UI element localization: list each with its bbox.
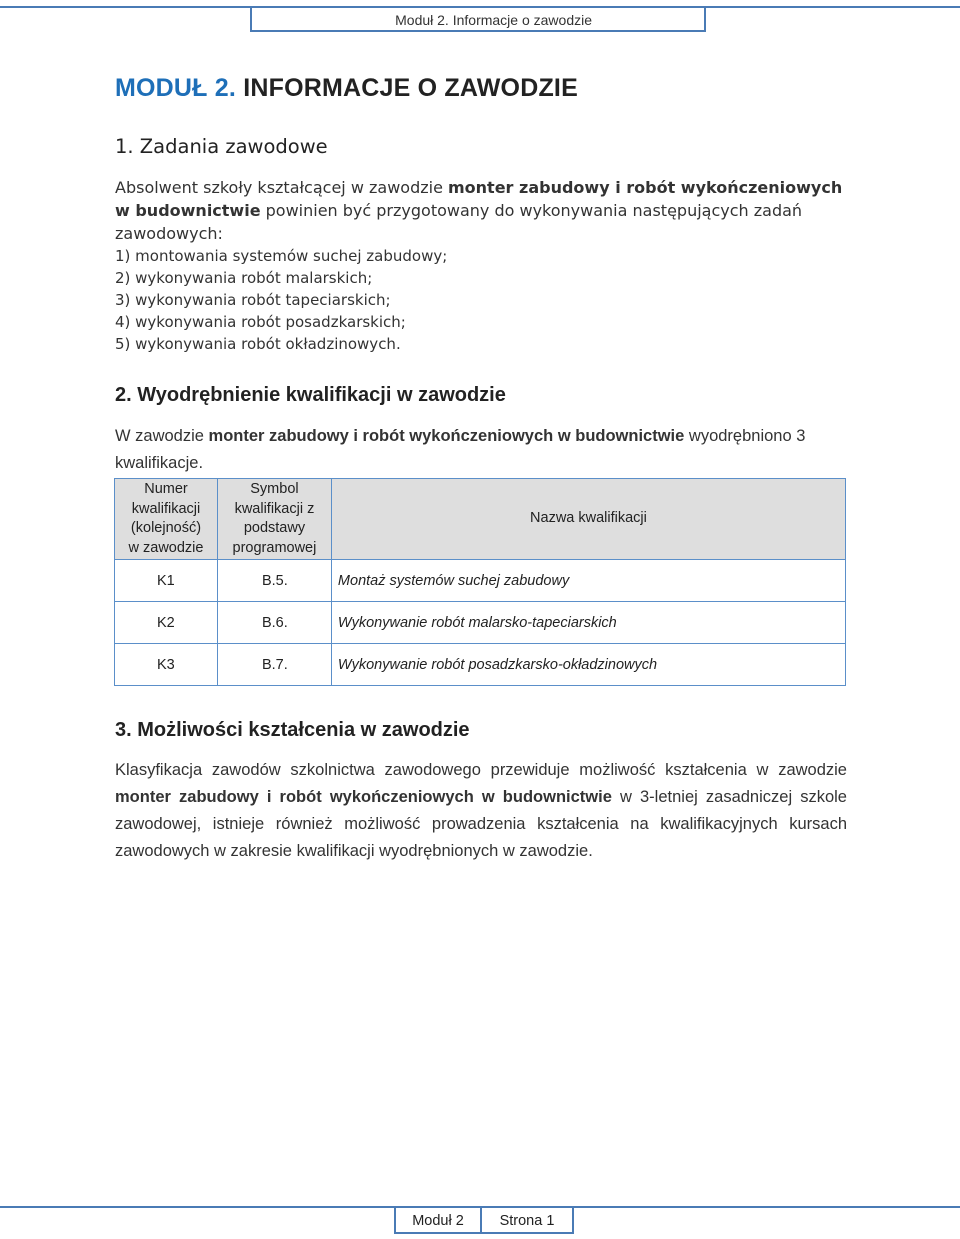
section-3-occupation: monter zabudowy i robót wykończeniowych w budownictwie <box>115 788 612 806</box>
section-2-occupation: monter zabudowy i robót wykończeniowych w budownictwie <box>208 427 685 445</box>
header-symbol: Symbol kwalifikacji z podstawy programowej <box>217 479 331 560</box>
footer-rule-right <box>574 1206 960 1208</box>
list-item: 5) wykonywania robót okładzinowych. <box>115 335 401 353</box>
section-3-text-a: Klasyfikacja zawodów szkolnictwa zawodowego przewiduje możliwość kształcenia w zawodzie <box>115 761 847 779</box>
cell-name: Wykonywanie robót posadzkarsko-okładzinowych <box>331 644 845 686</box>
section-2-text-b: wyodrębniono 3 kwalifikacje. <box>115 427 806 472</box>
qualifications-table <box>114 478 846 686</box>
section-1-intro <box>115 176 847 245</box>
title-rest: INFORMACJE O ZAWODZIE <box>236 74 578 102</box>
footer-rule-left <box>0 1206 394 1208</box>
section-2-text <box>115 423 847 477</box>
list-item: 4) wykonywania robót posadzkarskich; <box>115 313 406 331</box>
section-2-text-a: W zawodzie <box>115 427 209 445</box>
list-item: 1) montowania systemów suchej zabudowy; <box>115 247 448 265</box>
section-1-heading: 1. Zadania zawodowe <box>115 135 328 158</box>
section-3-text-b: w 3-letniej zasadniczej szkole zawodowej, istnieje również możliwość prowadzenia kształcenia na kwalifikacyjnych kursach zawodowych w zakresie kwalifikacji wyodrębnionych w zawodzie. <box>115 788 847 860</box>
table-row <box>115 644 846 686</box>
table-row <box>115 560 846 602</box>
cell-number: K1 <box>115 560 218 602</box>
task-list <box>115 245 847 355</box>
header-rule-right <box>706 6 960 8</box>
section-3-text <box>115 757 847 865</box>
cell-symbol: B.5. <box>217 560 331 602</box>
list-item: 3) wykonywania robót tapeciarskich; <box>115 291 391 309</box>
cell-name: Wykonywanie robót malarsko-tapeciarskich <box>331 602 845 644</box>
intro-text-b: powinien być przygotowany do wykonywania następujących zadań zawodowych: <box>115 201 803 243</box>
list-item: 2) wykonywania robót malarskich; <box>115 269 373 287</box>
title-prefix: MODUŁ 2. <box>115 74 237 102</box>
section-3-heading: 3. Możliwości kształcenia w zawodzie <box>115 719 470 741</box>
table-row <box>115 602 846 644</box>
cell-number: K3 <box>115 644 218 686</box>
header-rule-left <box>0 6 250 8</box>
cell-symbol: B.7. <box>217 644 331 686</box>
running-header: Moduł 2. Informacje o zawodzie <box>250 6 706 32</box>
intro-occupation: monter zabudowy i robót wykończeniowych w budownictwie <box>115 178 843 220</box>
cell-number: K2 <box>115 602 218 644</box>
cell-name: Montaż systemów suchej zabudowy <box>331 560 845 602</box>
header-name: Nazwa kwalifikacji <box>331 479 845 560</box>
section-2-heading: 2. Wyodrębnienie kwalifikacji w zawodzie <box>115 384 506 406</box>
table-header-row <box>115 479 846 560</box>
page-title <box>115 74 847 103</box>
footer-module: Moduł 2 <box>394 1206 482 1234</box>
intro-text-a: Absolwent szkoły kształcącej w zawodzie <box>115 178 448 197</box>
header-number: Numer kwalifikacji (kolejność) w zawodzie <box>115 479 218 560</box>
cell-symbol: B.6. <box>217 602 331 644</box>
footer-page-number: Strona 1 <box>482 1206 574 1234</box>
